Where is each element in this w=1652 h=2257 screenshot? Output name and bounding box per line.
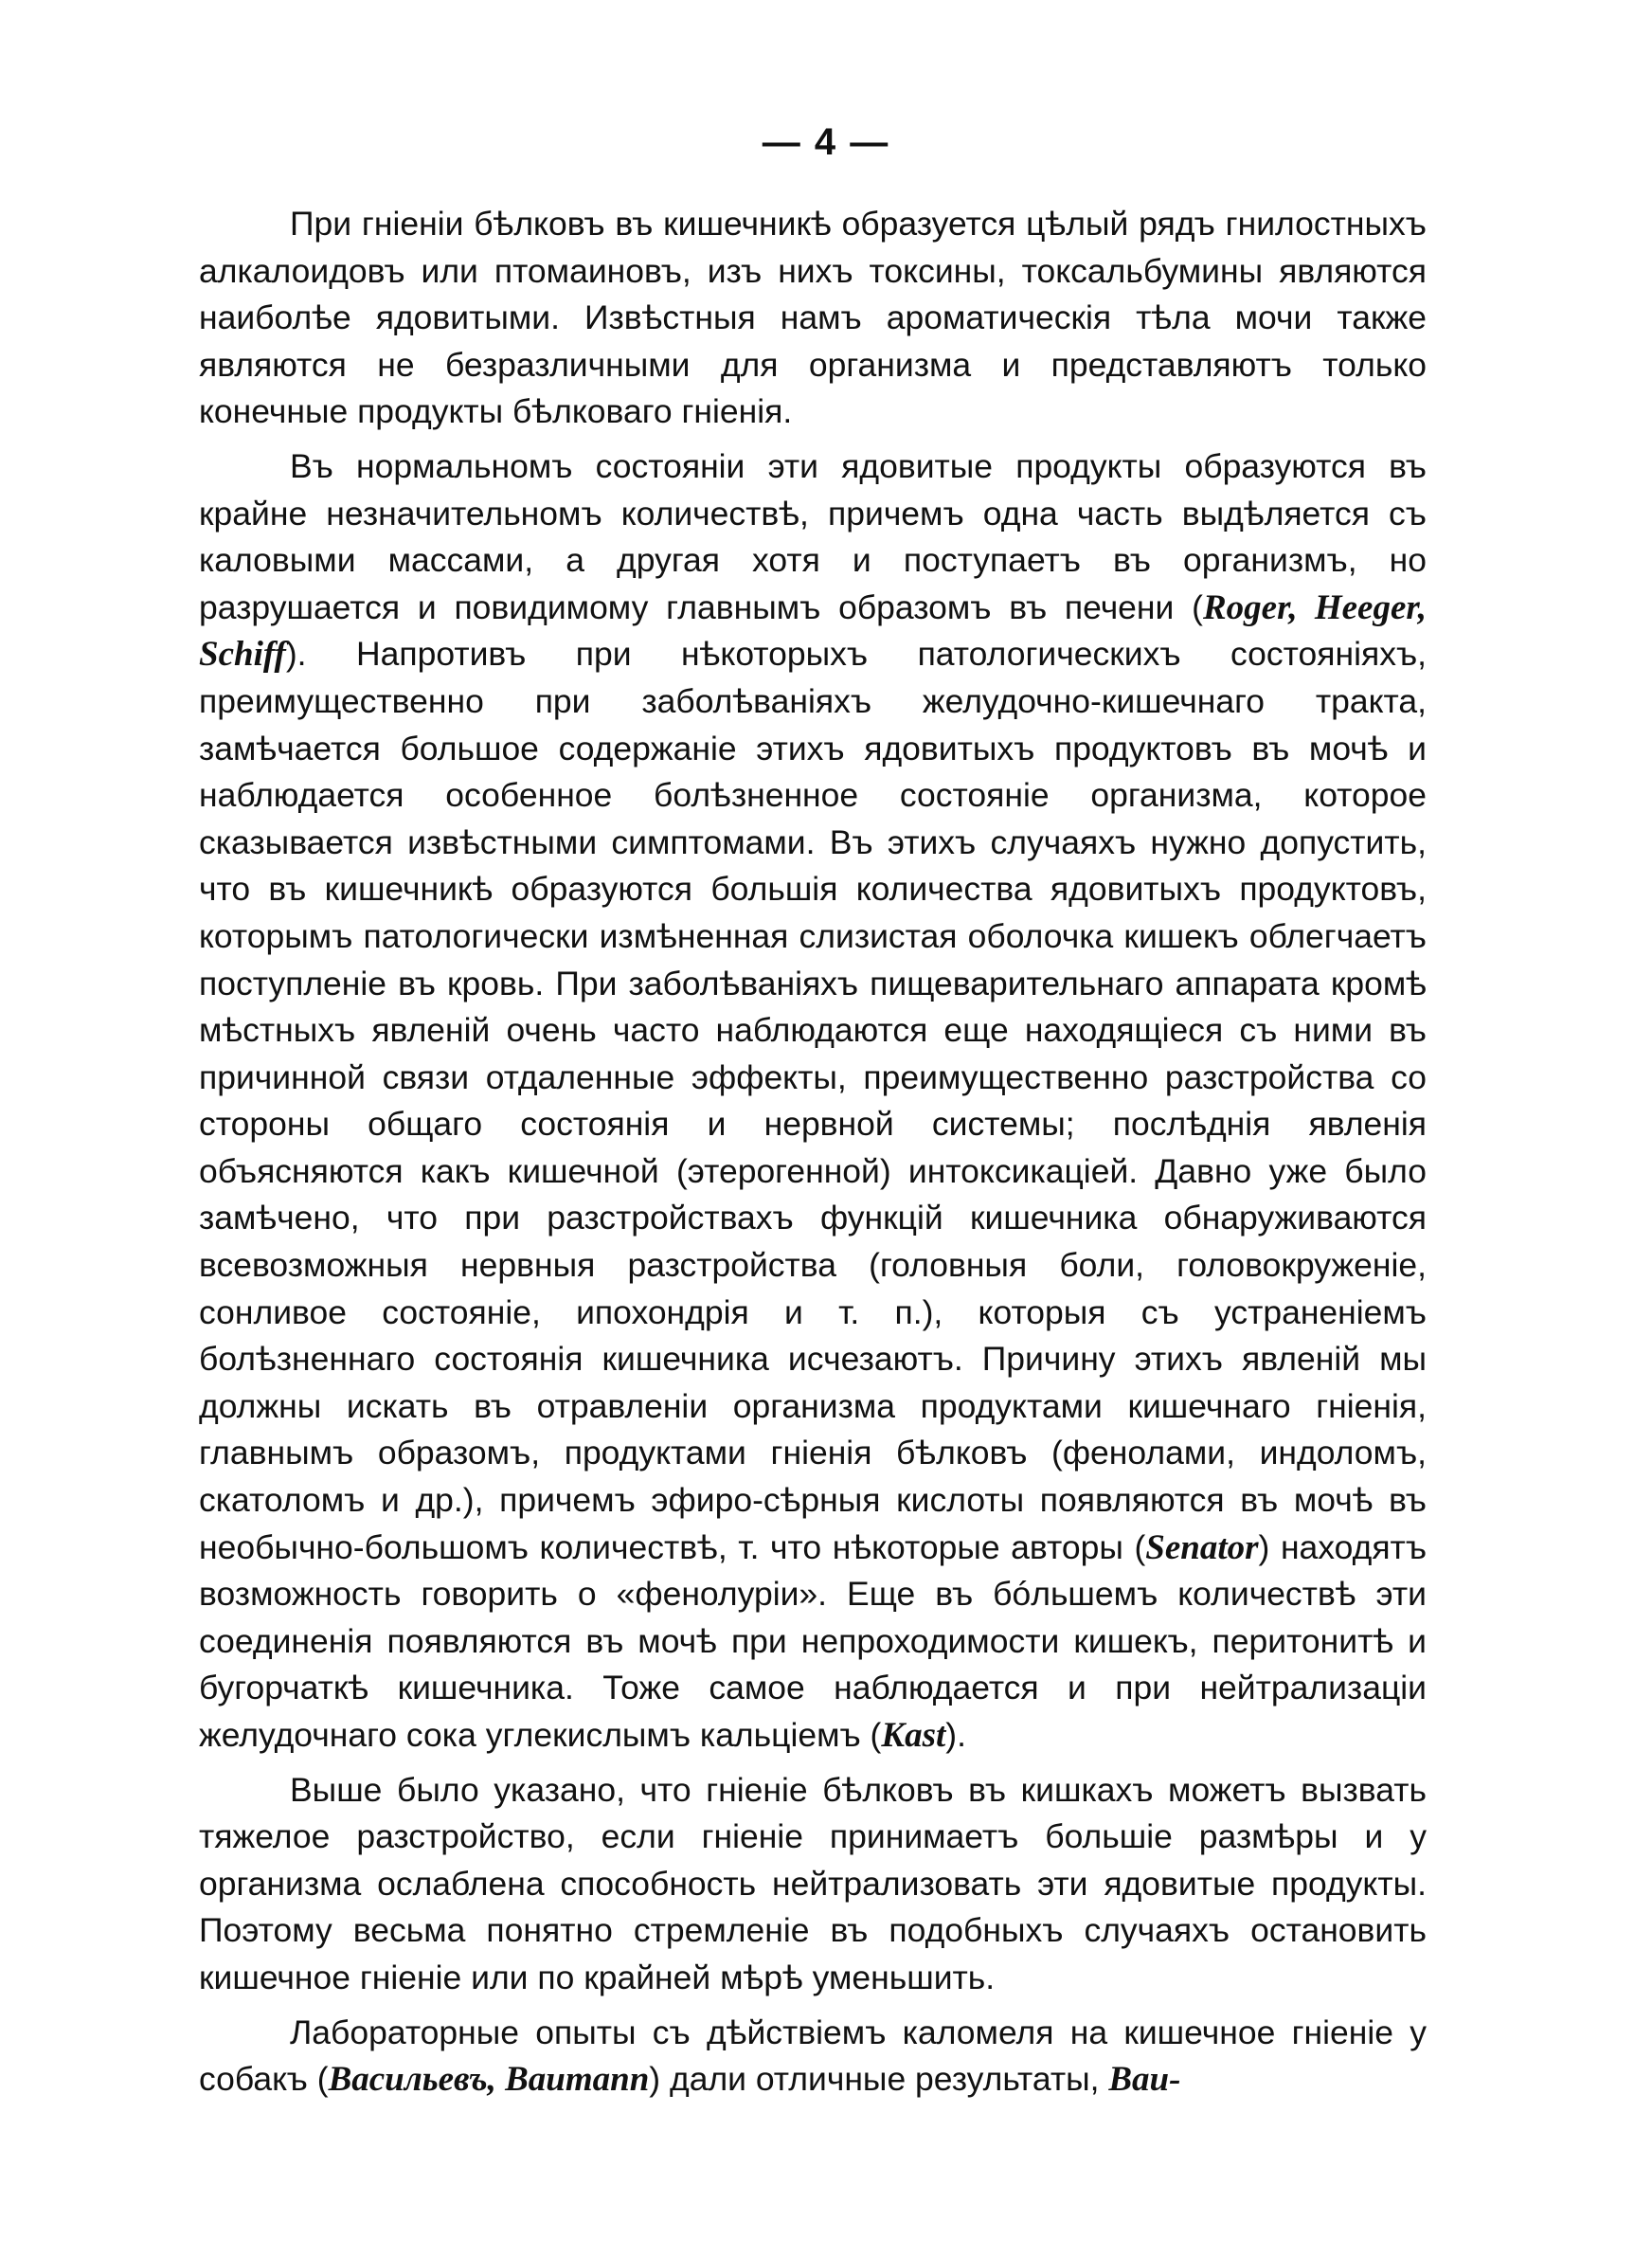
citation-author: Roger, Heeger, Schiff <box>199 587 1427 675</box>
paragraph <box>199 443 1427 1760</box>
citation-author: Bau- <box>1108 2060 1181 2100</box>
citation-author: Kast <box>881 1716 946 1755</box>
paragraph-text: Выше было указано, что гніеніе бѣлковъ въ кишкахъ можетъ вызвать тяжелое разстройство, если гніеніе принимаетъ большіе размѣры и у организма ослаблена способность нейтрализовать эти ядовитые продукты. Поэтому весьма понятно стремленіе въ подобныхъ случаяхъ остановить кишечное гніеніе или по крайней мѣрѣ уменьшить. <box>199 1770 1427 1996</box>
paragraph-text: Лабораторные опыты съ дѣйствіемъ каломеля на кишечное гніеніе у собакъ ( <box>199 2013 1427 2099</box>
paragraph <box>199 2010 1427 2104</box>
paragraph-text: ). Напротивъ при нѣкоторыхъ патологическихъ состояніяхъ, преимущественно при заболѣваніяхъ желудочно-кишечнаго тракта, замѣчается большое содержаніе этихъ ядовитыхъ продуктовъ въ мочѣ и наблюдается особенное болѣзненное состояніе организма, которое сказывается извѣстными симптомами. Въ этихъ случаяхъ нужно допустить, что въ кишечникѣ образуются большія количества ядовитыхъ продуктовъ, которымъ патологически измѣненная слизистая оболочка кишекъ облегчаетъ поступленіе въ кровь. При заболѣваніяхъ пищеварительнаго аппарата кромѣ мѣстныхъ явленій очень часто наблюдаются еще находящіеся съ ними въ причинной связи отдаленные эффекты, преимущественно разстройства со стороны общаго состоянія и нервной системы; послѣднія явленія объясняются какъ кишечной (этерогенной) интоксикаціей. Давно уже было замѣчено, что при разстройствахъ функцій кишечника обнаруживаются всевозможныя нервныя разстройства (головныя боли, головокруженіе, сонливое состояніе, ипохондрія и т. п.), которыя съ устраненіемъ болѣзненнаго состоянія кишечника исчезаютъ. Причину этихъ явленій мы должны искать въ отравленіи организма продуктами кишечнаго гніенія, главнымъ образомъ, продуктами гніенія бѣлковъ (фенолами, индоломъ, скатоломъ и др.), причемъ эфиро-сѣрныя кислоты появляются въ мочѣ въ необычно-большомъ количествѣ, т. что нѣкоторые авторы ( <box>199 635 1427 1566</box>
citation-author: Senator <box>1145 1527 1259 1567</box>
body-text <box>199 201 1427 2104</box>
paragraph <box>199 201 1427 436</box>
paragraph-text: ) дали отличные результаты, <box>649 2060 1109 2099</box>
paragraph-text: ). <box>945 1716 966 1754</box>
page-number: — 4 — <box>762 121 890 163</box>
paragraph-text: При гніеніи бѣлковъ въ кишечникѣ образуется цѣлый рядъ гнилостныхъ алкалоидовъ или птомаиновъ, изъ нихъ токсины, токсальбумины являются наиболѣе ядовитыми. Извѣстныя намъ ароматическія тѣла мочи также являются не безразличными для организма и представляютъ только конечные продукты бѣлковаго гніенія. <box>199 205 1427 431</box>
paragraph-text: Въ нормальномъ состояніи эти ядовитые продукты образуются въ крайне незначительномъ количествѣ, причемъ одна часть выдѣляется съ каловыми массами, а другая хотя и поступаетъ въ организмъ, но разрушается и повидимому главнымъ образомъ въ печени ( <box>199 446 1427 626</box>
citation-author: Васильевъ, Baumann <box>328 2060 650 2100</box>
paragraph <box>199 1767 1427 2002</box>
paragraph-text: ) находятъ возможность говорить о «фенолуріи». Еще въ бóльшемъ количествѣ эти соединенія появляются въ мочѣ при непроходимости кишекъ, перитонитѣ и бугорчаткѣ кишечника. Тоже самое наблюдается и при нейтрализаціи желудочнаго сока углекислымъ кальціемъ ( <box>199 1527 1428 1754</box>
